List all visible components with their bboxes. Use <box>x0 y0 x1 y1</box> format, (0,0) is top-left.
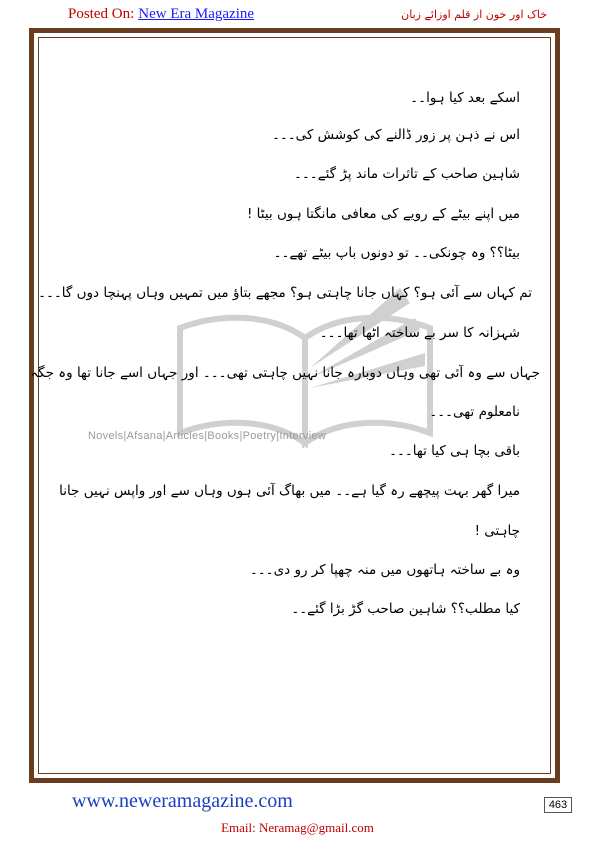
body-line: شہزانہ کا سر بے ساختہ اٹھا تھا۔۔۔ <box>319 325 520 341</box>
posted-label-text: Posted On: <box>68 6 135 22</box>
watermark-tagline: Novels|Afsana|Articles|Books|Poetry|Interview <box>88 430 327 442</box>
body-line: کیا مطلب؟؟ شاہین صاحب گڑ بڑا گئے۔۔ <box>291 601 520 617</box>
body-line: میرا گھر بہت پیچھے رہ گیا ہے۔۔ میں بھاگ آئی ہوں وہاں سے اور واپس نہیں جانا <box>59 483 520 499</box>
page-header <box>0 6 595 28</box>
body-line: نامعلوم تھی۔۔۔ <box>429 404 520 420</box>
magazine-link[interactable]: New Era Magazine <box>138 6 255 22</box>
body-line: وہ بے ساختہ ہاتھوں میں منہ چھپا کر رو دی۔۔۔ <box>249 562 520 578</box>
website-link[interactable]: www.neweramagazine.com <box>72 790 293 812</box>
body-line: اس نے ذہن پر زور ڈالنے کی کوشش کی۔۔۔ <box>271 127 520 143</box>
body-line: باقی بچا ہی کیا تھا۔۔۔ <box>389 443 520 459</box>
body-line: شاہین صاحب کے تاثرات ماند پڑ گئے۔۔۔ <box>293 166 520 182</box>
page-number: 463 <box>544 797 572 813</box>
body-line: بیٹا؟؟ وہ چونکی۔۔ تو دونوں باپ بیٹے تھے۔۔ <box>273 245 520 261</box>
body-line: چاہتی ! <box>474 523 520 539</box>
email-contact: Email: Neramag@gmail.com <box>221 820 374 835</box>
story-title: خاک اور خون از قلم اوزائے زبان <box>401 8 547 21</box>
body-line: تم کہاں سے آئی ہو؟ کہاں جانا چاہتی ہو؟ مجھے بتاؤ میں تمہیں وہاں پہنچا دوں گا۔۔۔ <box>38 285 532 301</box>
body-line: میں اپنے بیٹے کے رویے کی معافی مانگتا ہوں بیٹا ! <box>246 206 520 222</box>
body-line: جہاں سے وہ آئی تھی وہاں دوبارہ جانا نہیں چاہتی تھی۔۔۔ اور جہاں اسے جانا تھا وہ جگہ <box>30 365 540 381</box>
posted-on-label <box>68 6 254 23</box>
body-line: اسکے بعد کیا ہوا۔۔ <box>410 90 520 106</box>
